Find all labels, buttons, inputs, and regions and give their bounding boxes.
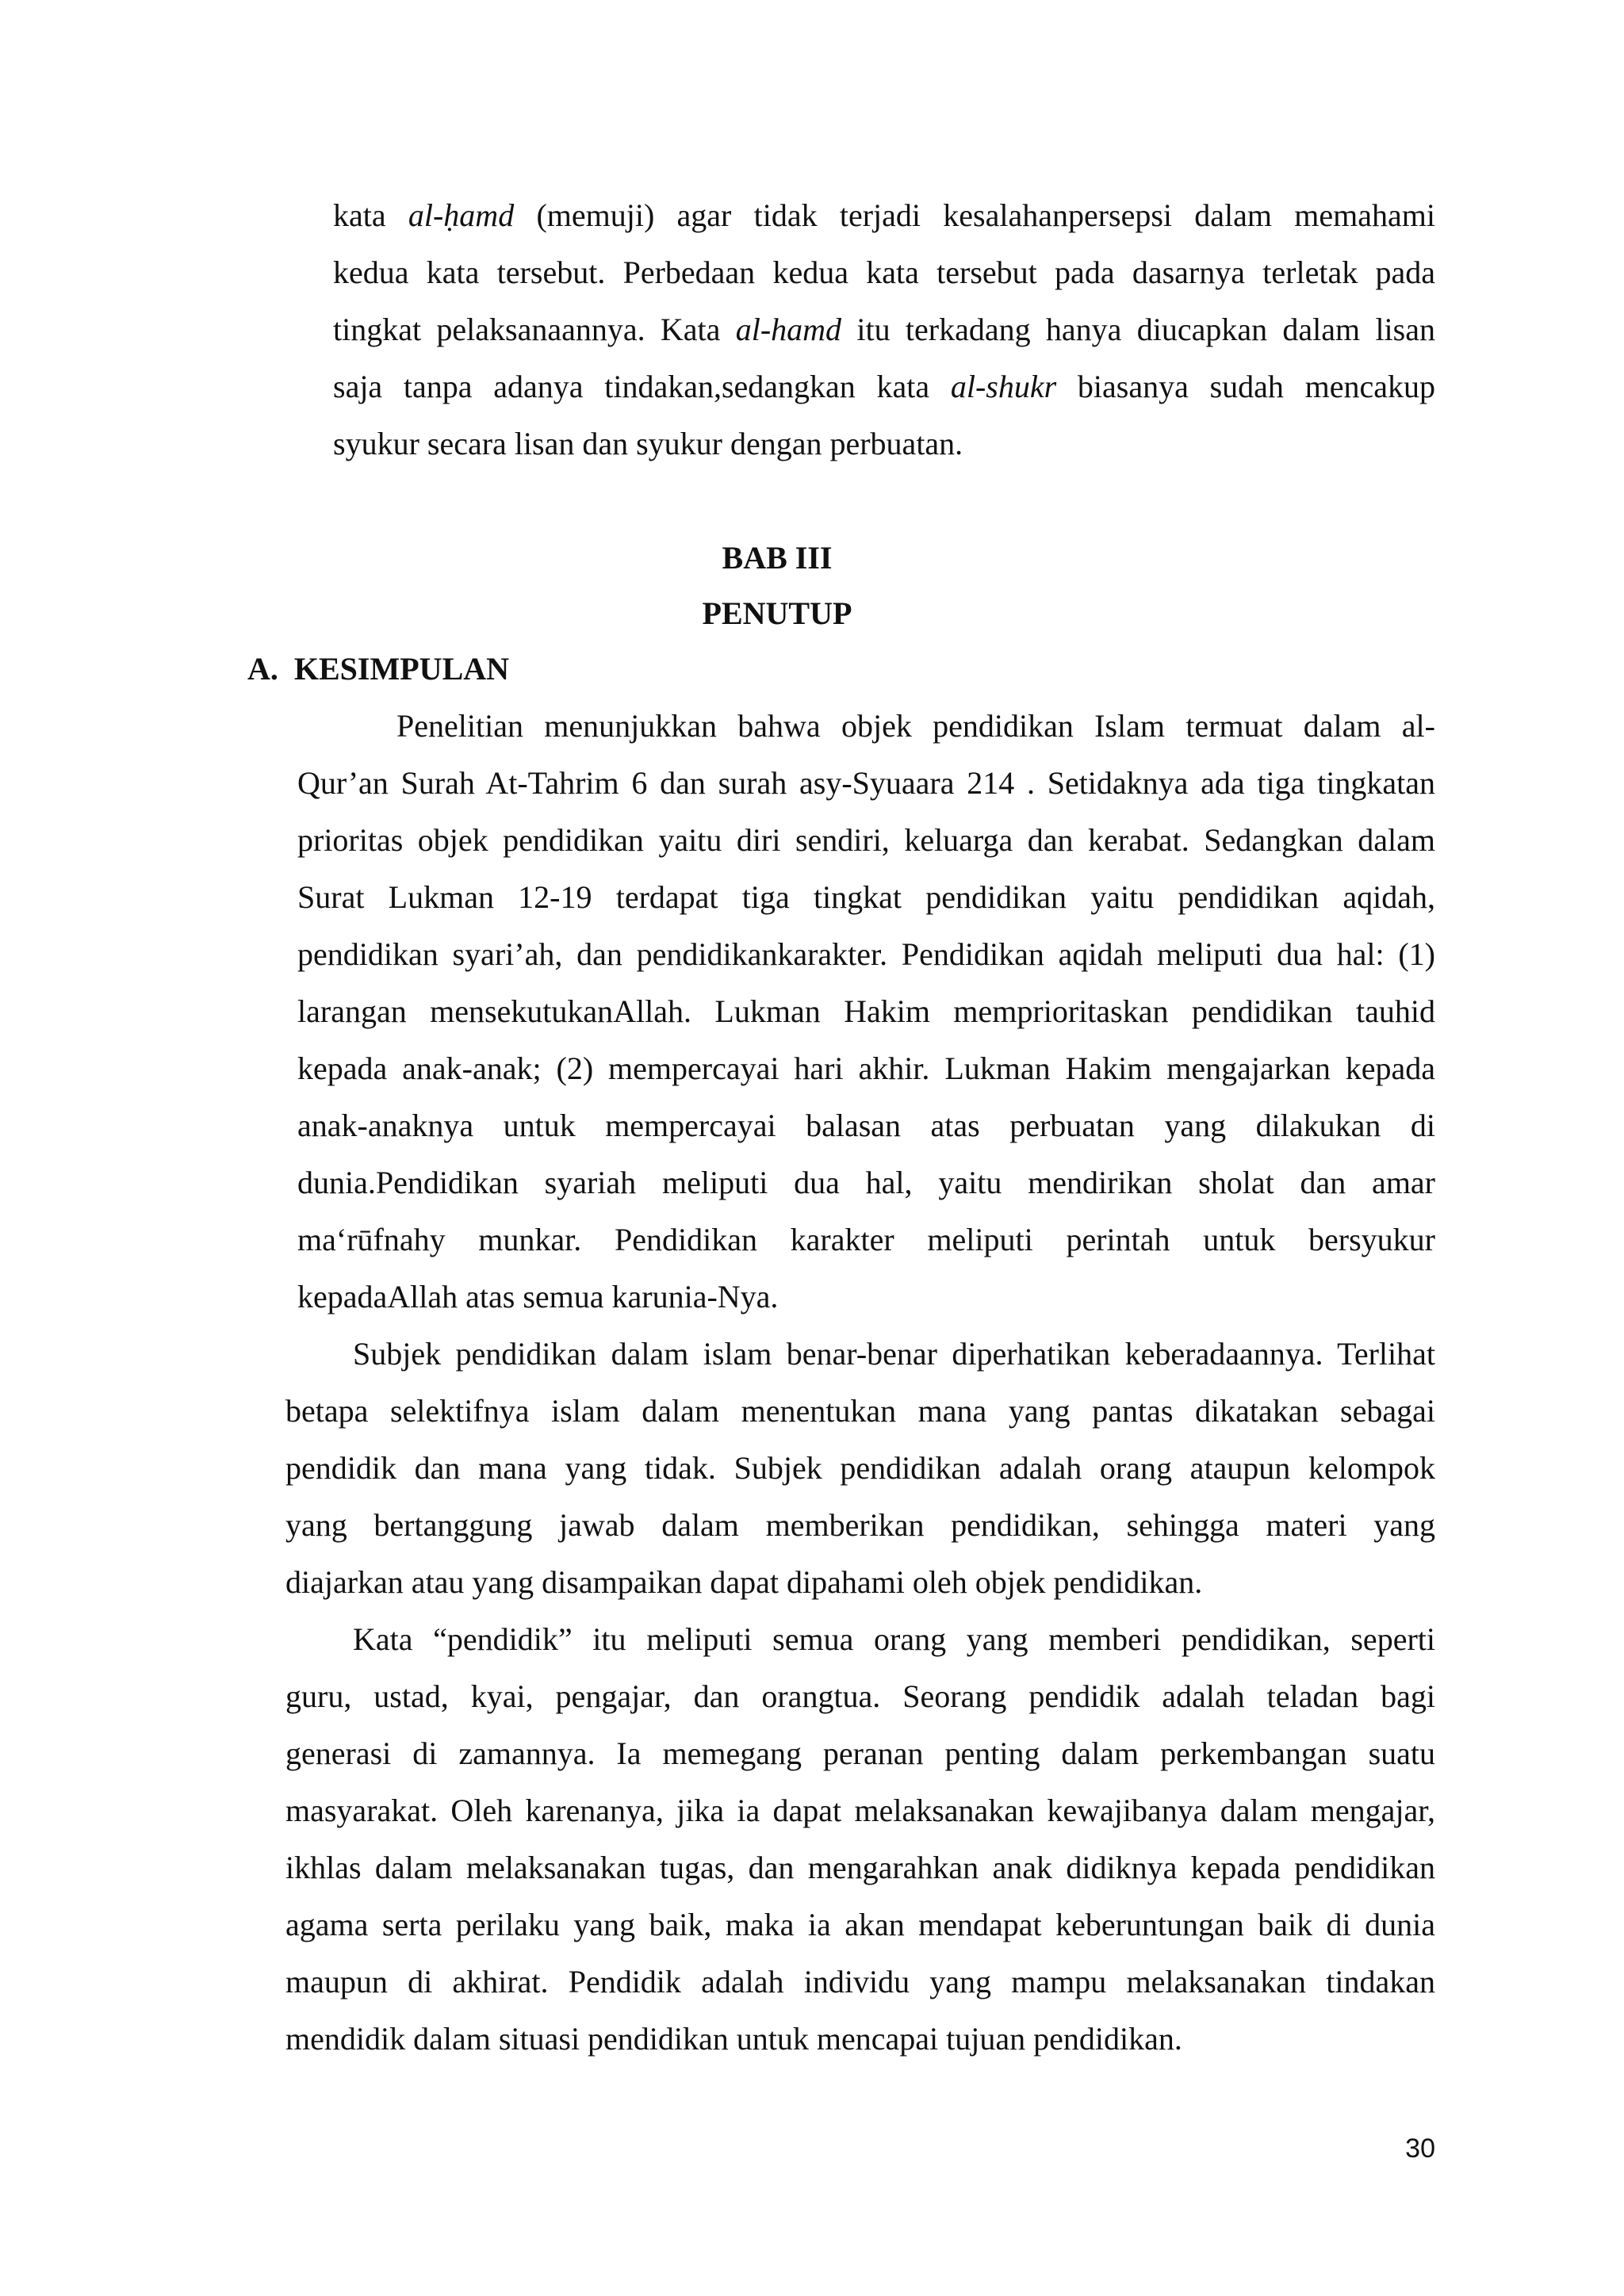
paragraph-line: yang bertanggung jawab dalam memberikan pendidikan, sehingga materi yang: [285, 1507, 1435, 1543]
intro-line: saja tanpa adanya tindakan,sedangkan kata al-shukr biasanya sudah mencakup: [333, 369, 1435, 404]
paragraph-line: Subjek pendidikan dalam islam benar-benar diperhatikan keberadaannya. Terlihat: [353, 1336, 1435, 1372]
intro-line: syukur secara lisan dan syukur dengan perbuatan.: [333, 426, 963, 461]
paragraph-line: diajarkan atau yang disampaikan dapat dipahami oleh objek pendidikan.: [285, 1564, 1203, 1600]
paragraph-line: prioritas objek pendidikan yaitu diri sendiri, keluarga dan kerabat. Sedangkan dalam: [297, 822, 1435, 858]
paragraph-line: Surat Lukman 12-19 terdapat tiga tingkat pendidikan yaitu pendidikan aqidah,: [297, 879, 1435, 915]
paragraph-line: kepada anak-anak; (2) mempercayai hari akhir. Lukman Hakim mengajarkan kepada: [297, 1050, 1435, 1086]
paragraph-line: masyarakat. Oleh karenanya, jika ia dapat melaksanakan kewajibanya dalam mengajar,: [285, 1793, 1435, 1828]
paragraph-line: dunia.Pendidikan syariah meliputi dua hal, yaitu mendirikan sholat dan amar: [297, 1165, 1435, 1200]
paragraph-line: ma‘rūfnahy munkar. Pendidikan karakter meliputi perintah untuk bersyukur: [297, 1222, 1435, 1257]
section-label: A.: [247, 651, 278, 687]
paragraph-line: anak-anaknya untuk mempercayai balasan atas perbuatan yang dilakukan di: [297, 1108, 1435, 1143]
section-title: KESIMPULAN: [293, 651, 510, 687]
section-heading: [247, 649, 509, 690]
intro-line: kedua kata tersebut. Perbedaan kedua kata tersebut pada dasarnya terletak pada: [333, 254, 1435, 290]
intro-line: kata al-ḥamd (memuji) agar tidak terjadi kesalahanpersepsi dalam memahami: [333, 197, 1435, 233]
paragraph-line: Qur’an Surah At-Tahrim 6 dan surah asy-Syuaara 214 . Setidaknya ada tiga tingkatan: [297, 765, 1435, 801]
paragraph-line: larangan mensekutukanAllah. Lukman Hakim memprioritaskan pendidikan tauhid: [297, 993, 1435, 1029]
chapter-number: BAB III: [722, 540, 833, 576]
paragraph-line: Kata “pendidik” itu meliputi semua orang yang memberi pendidikan, seperti: [353, 1621, 1435, 1657]
paragraph-line: kepadaAllah atas semua karunia-Nya.: [297, 1279, 779, 1314]
paragraph-line: guru, ustad, kyai, pengajar, dan orangtua. Seorang pendidik adalah teladan bagi: [285, 1678, 1435, 1714]
paragraph-line: mendidik dalam situasi pendidikan untuk mencapai tujuan pendidikan.: [285, 2021, 1182, 2057]
paragraph-line: agama serta perilaku yang baik, maka ia akan mendapat keberuntungan baik di dunia: [285, 1907, 1435, 1942]
chapter-title: PENUTUP: [702, 595, 852, 631]
paragraph-line: pendidik dan mana yang tidak. Subjek pendidikan adalah orang ataupun kelompok: [285, 1450, 1435, 1486]
paragraph-line: Penelitian menunjukkan bahwa objek pendidikan Islam termuat dalam al-: [396, 708, 1435, 744]
paragraph-line: pendidikan syari’ah, dan pendidikankarakter. Pendidikan aqidah meliputi dua hal: (1): [297, 936, 1435, 972]
paragraph-line: maupun di akhirat. Pendidik adalah individu yang mampu melaksanakan tindakan: [285, 1964, 1435, 1999]
paragraph-line: betapa selektifnya islam dalam menentukan mana yang pantas dikatakan sebagai: [285, 1393, 1435, 1429]
paragraph-line: ikhlas dalam melaksanakan tugas, dan mengarahkan anak didiknya kepada pendidikan: [285, 1850, 1435, 1885]
intro-line: tingkat pelaksanaannya. Kata al-hamd itu terkadang hanya diucapkan dalam lisan: [333, 312, 1435, 347]
page-number: 30: [1405, 2133, 1435, 2164]
paragraph-line: generasi di zamannya. Ia memegang peranan penting dalam perkembangan suatu: [285, 1735, 1435, 1771]
